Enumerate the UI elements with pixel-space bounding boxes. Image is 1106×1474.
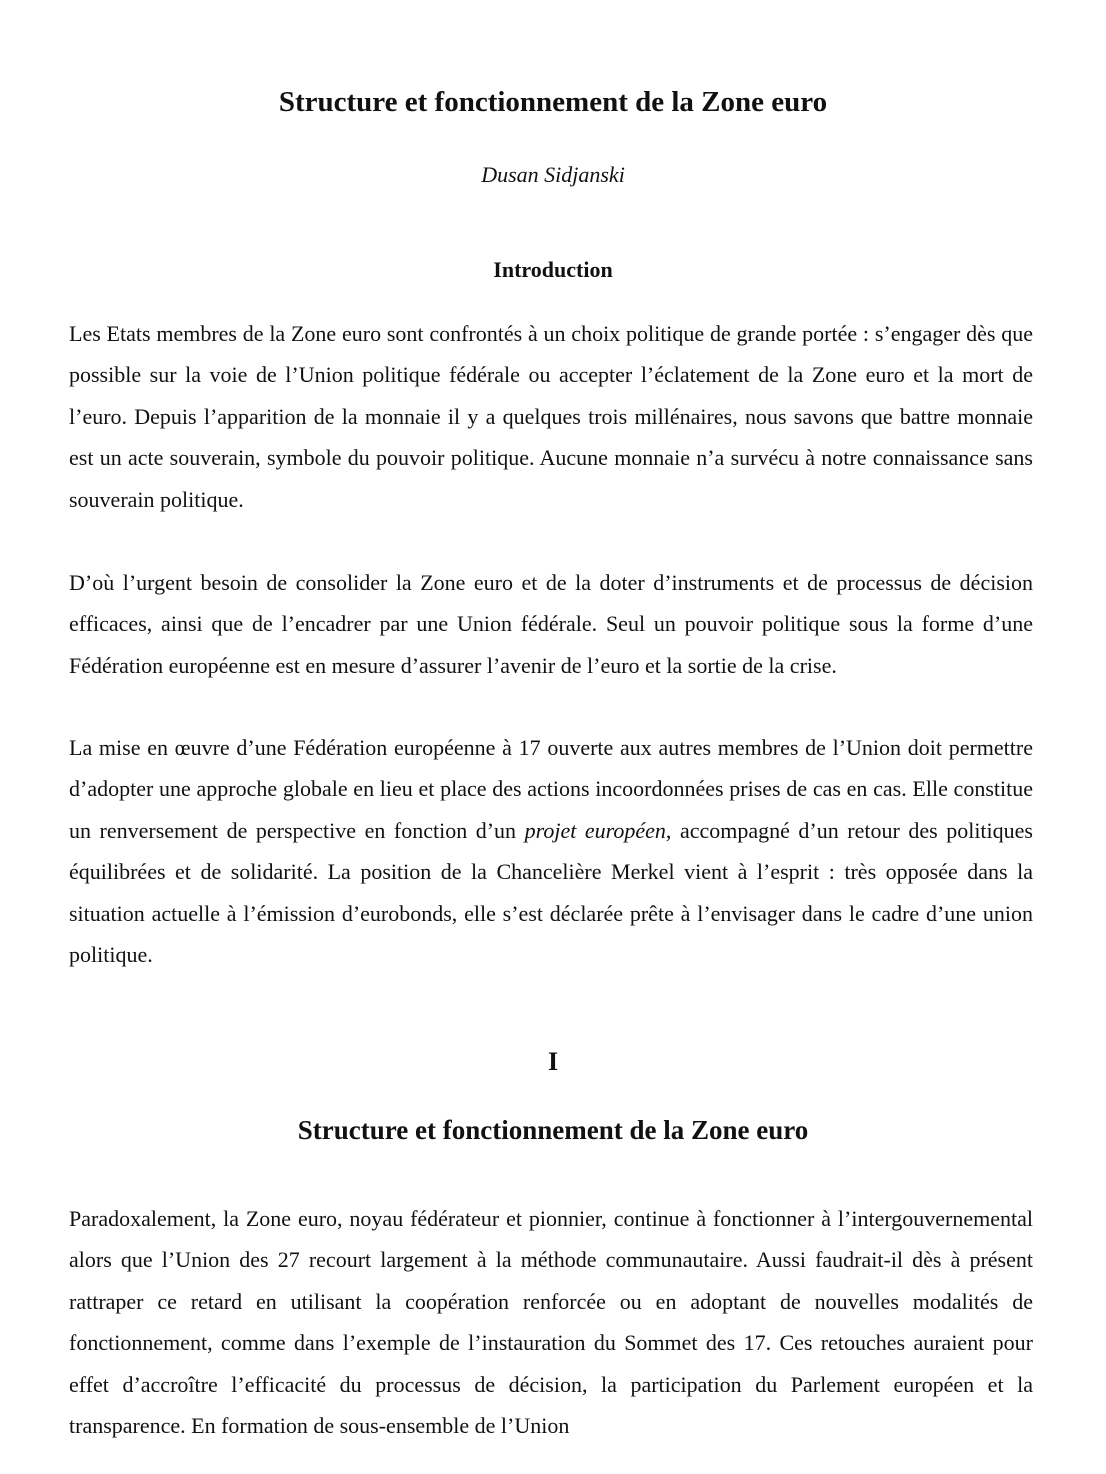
paragraph-3 — [69, 727, 1033, 975]
paragraph-3-emphasis: projet européen — [524, 817, 666, 843]
section-numeral: I — [547, 1047, 559, 1076]
paragraph-4: Paradoxalement, la Zone euro, noyau fédérateur et pionnier, continue à fonctionner à l’intergouvernemental alors que l’Union des 27 recourt largement à la méthode communautaire. Aussi faudrait-il dès à présent rattraper ce retard en utilisant la coopération renforcée ou en adoptant de nouvelles modalités de fonctionnement, comme dans l’exemple de l’instauration du Sommet des 17. Ces retouches auraient pour effet d’accroître l’efficacité du processus de décision, la participation du Parlement européen et la transparence. En formation de sous-ensemble de l’Union — [69, 1206, 1033, 1439]
paragraph-1: Les Etats membres de la Zone euro sont confrontés à un choix politique de grande portée : s’engager dès que possible sur la voie de l’Union politique fédérale ou accepter l’éclatement de la Zone euro et la mort de l’euro. Depuis l’apparition de la monnaie il y a quelques trois millénaires, nous savons que battre monnaie est un acte souverain, symbole du pouvoir politique. Aucune monnaie n’a survécu à notre connaissance sans souverain politique. — [69, 321, 1033, 512]
author-name: Dusan Sidjanski — [481, 162, 625, 187]
introduction-heading: Introduction — [493, 257, 613, 282]
paragraph-2: D’où l’urgent besoin de consolider la Zone euro et de la doter d’instruments et de processus de décision efficaces, ainsi que de l’encadrer par une Union fédérale. Seul un pouvoir politique sous la forme d’une Fédération européenne est en mesure d’assurer l’avenir de l’euro et la sortie de la crise. — [69, 570, 1033, 678]
paragraph-3-part-1: La mise en œuvre d’une Fédération européenne à 17 ouverte aux autres membres de l’Union doit permettre d’adopter une approche globale en lieu et place des actions incoordonnées prises de cas en cas. Elle constitue un renversement de perspective en fonction d’un — [69, 735, 1033, 843]
section-title: Structure et fonctionnement de la Zone euro — [297, 1115, 809, 1145]
paragraph-3-part-2: , accompagné d’un retour des politiques équilibrées et de solidarité. La position de la Chancelière Merkel vient à l’esprit : très opposée dans la situation actuelle à l’émission d’eurobonds, elle s’est déclarée prête à l’envisager dans le cadre d’une union politique. — [69, 817, 1033, 968]
document-title: Structure et fonctionnement de la Zone euro — [278, 86, 828, 118]
